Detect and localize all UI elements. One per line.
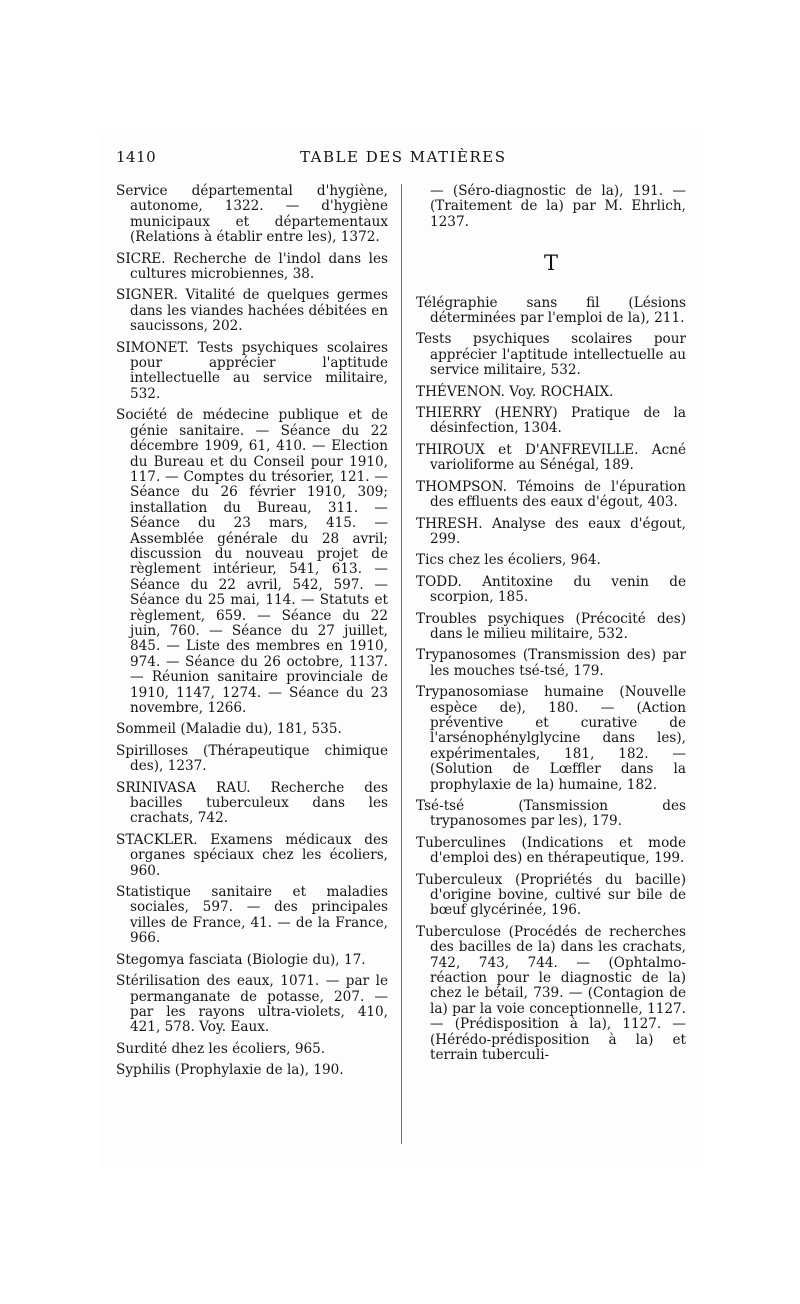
index-entry: THIROUX et D'ANFREVILLE. Acné varioliforme au Sénégal, 189. bbox=[416, 441, 686, 474]
index-entry: SIMONET. Tests psychiques scolaires pour apprécier l'aptitude intellectuelle au service militaire, 532. bbox=[116, 339, 388, 402]
index-entry: Tsé-tsé (Tansmission des trypanosomes par les), 179. bbox=[416, 798, 686, 830]
index-entry: Trypanosomes (Transmission des) par les mouches tsé-tsé, 179. bbox=[416, 647, 686, 679]
index-entry: SRINIVASA RAU. Recherche des bacilles tuberculeux dans les crachats, 742. bbox=[116, 779, 388, 827]
index-entry: Société de médecine publique et de génie sanitaire. — Séance du 22 décembre 1909, 61, 410. — Election du Bureau et du Conseil pour 1910, 117. — Comptes du trésorier, 121. — Séance du 26 février 1910, 309; installation du Bureau, 311. — Séance du 23 mars, 415. — Assemblée générale du 28 avril; discussion du nouveau projet de règlement intérieur, 541, 613. — Séance du 22 avril, 542, 597. — Séance du 25 mai, 114. — Statuts et règlement, 659. — Séance du 22 juin, 760. — Séance du 27 juillet, 845. — Liste des membres en 1910, 974. — Séance du 26 octobre, 1137. — Réunion sanitaire provinciale de 1910, 1147, 1274. — Séance du 23 novembre, 1266. bbox=[116, 407, 388, 716]
index-entry: Tuberculines (Indications et mode d'emploi des) en thérapeutique, 199. bbox=[416, 834, 686, 867]
running-title: TABLE DES MATIÈRES bbox=[300, 148, 507, 166]
section-letter: T bbox=[543, 251, 558, 276]
index-entry: Syphilis (Prophylaxie de la), 190. bbox=[116, 1062, 344, 1079]
index-entry: THRESH. Analyse des eaux d'égout, 299. bbox=[416, 515, 686, 547]
page-number: 1410 bbox=[116, 148, 157, 166]
index-entry: Stérilisation des eaux, 1071. — par le permanganate de potasse, 207. — par les rayons ultra-violets, 410, 421, 578. Voy. Eaux. bbox=[116, 973, 388, 1036]
index-entry: THÉVENON. Voy. ROCHAIX. bbox=[416, 383, 614, 400]
index-entry: Tics chez les écoliers, 964. bbox=[416, 552, 601, 569]
index-entry: Spirilloses (Thérapeutique chimique des), 1237. bbox=[116, 742, 388, 775]
index-entry: Tests psychiques scolaires pour apprécier l'aptitude intellectuelle au service militaire, 532. bbox=[416, 331, 686, 379]
index-entry: TODD. Antitoxine du venin de scorpion, 185. bbox=[416, 573, 686, 606]
right-column bbox=[416, 184, 686, 1070]
index-entry: Sommeil (Maladie du), 181, 535. bbox=[116, 721, 342, 738]
index-entry: Statistique sanitaire et maladies sociales, 597. — des principales villes de France, 41. — de la France, 966. bbox=[116, 884, 388, 947]
index-entry: Trypanosomiase humaine (Nouvelle espèce de), 180. — (Action préventive et curative de l'arsénophénylglycine dans les), expérimentales, 181, 182. — (Solution de Lœffler dans la prophylaxie de la) humaine, 182. bbox=[416, 684, 686, 793]
index-entry: Stegomya fasciata (Biologie du), 17. bbox=[116, 951, 366, 968]
index-entry: THIERRY (HENRY) Pratique de la désinfection, 1304. bbox=[416, 405, 686, 437]
continued-entry: — (Séro-diagnostic de la), 191. — (Traitement de la) par M. Ehrlich, 1237. bbox=[430, 183, 686, 230]
index-entry: Surdité dhez les écoliers, 965. bbox=[116, 1040, 326, 1057]
index-entry: Troubles psychiques (Précocité des) dans le milieu militaire, 532. bbox=[416, 610, 686, 642]
index-entry: STACKLER. Examens médicaux des organes spéciaux chez les écoliers, 960. bbox=[116, 831, 388, 879]
index-entry: SIGNER. Vitalité de quelques germes dans les viandes hachées débitées en saucissons, 202. bbox=[116, 287, 388, 335]
index-entry: Tuberculeux (Propriétés du bacille) d'origine bovine, cultivé sur bile de bœuf glycérinée, 196. bbox=[416, 871, 686, 919]
column-divider bbox=[401, 184, 402, 1144]
index-entry: Télégraphie sans fil (Lésions déterminées par l'emploi de la), 211. bbox=[416, 294, 686, 327]
left-column bbox=[116, 184, 388, 1085]
index-entry: Service départemental d'hygiène, autonome, 1322. — d'hygiène municipaux et départementaux (Relations à établir entre les), 1372. bbox=[116, 183, 388, 246]
index-entry: SICRE. Recherche de l'indol dans les cultures microbiennes, 38. bbox=[116, 250, 388, 283]
index-entry: THOMPSON. Témoins de l'épuration des effluents des eaux d'égout, 403. bbox=[416, 478, 686, 511]
index-entry: Tuberculose (Procédés de recherches des bacilles de la) dans les crachats, 742, 743, 744. — (Ophtalmo-réaction pour le diagnostic de la) chez le bétail, 739. — (Contagion de la) par la voie conceptionnelle, 1127. — (Prédisposition à la), 1127. — (Hérédo-prédisposition à la) et terrain tuberculi- bbox=[416, 923, 686, 1064]
